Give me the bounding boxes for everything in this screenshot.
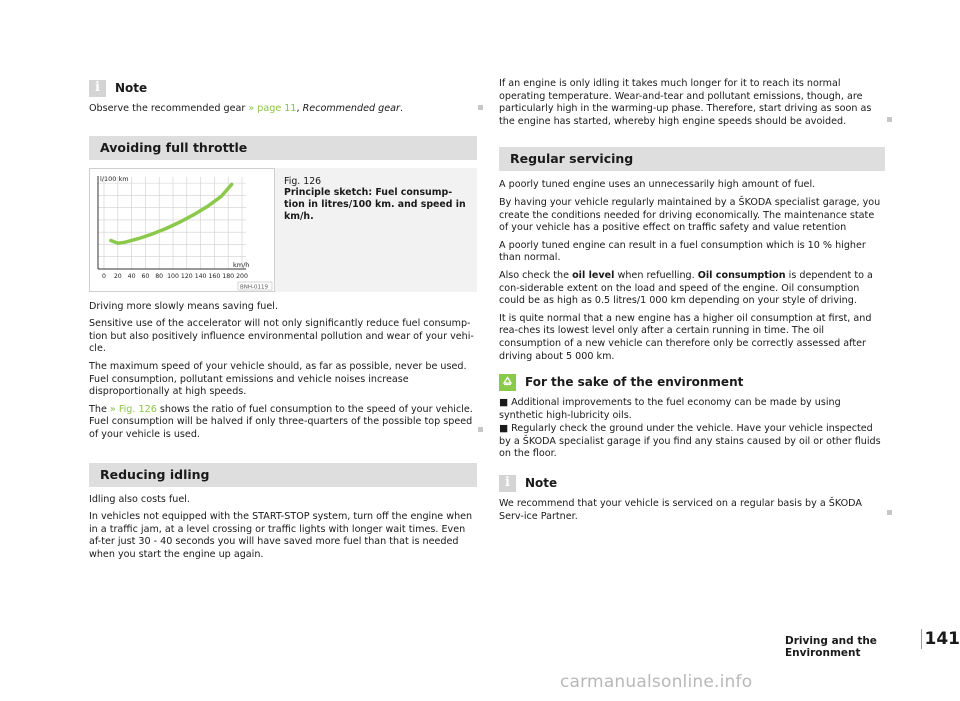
fuel-curve — [111, 184, 232, 243]
x-tick-label: 140 — [194, 272, 207, 280]
note-text-part: . — [399, 103, 404, 114]
bold-term: oil level — [572, 269, 615, 281]
paragraph: It is quite normal that a new engine has a higher oil consumption at first, and rea-ches its lowest level only after a certain running in time. The oil consumption of a new vehicle can therefore only be correctly assessed after driving about 5 000 km. — [499, 312, 872, 362]
text-part: shows the ratio of fuel consumption to the speed of your vehicle. Fuel consumption will be halved if only three-quarters of the possible top speed of your vehicle is used. — [89, 403, 473, 440]
bullet-item — [499, 397, 885, 422]
x-tick-label: 100 — [167, 272, 179, 280]
section-end-mark — [887, 510, 892, 515]
x-tick-label: 200 — [236, 272, 248, 280]
section-end-mark — [478, 427, 483, 432]
paragraph: Idling also costs fuel. — [89, 493, 190, 505]
fuel-chart-svg — [90, 169, 274, 291]
bullet-item — [499, 423, 885, 461]
paragraph: Sensitive use of the accelerator will not only significantly reduce fuel consump-tion but also positively influence environmental pollution and wear of your vehi-cle. — [89, 318, 474, 355]
paragraph: By having your vehicle regularly maintained by a ŠKODA specialist garage, you create the conditions needed for driving economically. The maintenance state of your vehicle has a positive effect on traffic safety and value retention — [499, 196, 881, 234]
paragraph: The maximum speed of your vehicle should, as far as possible, never be used. Fuel consumption, pollutant emissions and vehicle noises increase disproportionally at high speeds. — [89, 360, 467, 398]
note-heading — [499, 475, 885, 492]
environment-heading-label: For the sake of the environment — [525, 375, 744, 390]
y-unit-label: l/100 km — [100, 174, 129, 183]
section-end-mark — [478, 105, 483, 110]
bullet-square: ■ — [499, 397, 512, 409]
paragraph-oil — [499, 270, 885, 308]
x-tick-label: 180 — [222, 272, 235, 280]
note-text-part: , — [296, 103, 303, 114]
footer-title: Driving and the Environment — [785, 635, 877, 659]
recycle-icon — [499, 374, 516, 391]
note-heading — [89, 80, 477, 97]
note-heading-label: Note — [115, 81, 148, 96]
idling-text — [89, 494, 477, 562]
figure-caption — [275, 168, 477, 292]
note-italic: Recommended gear — [302, 103, 400, 114]
section-heading-servicing: Regular servicing — [499, 147, 885, 171]
left-column — [89, 76, 477, 567]
figure-code: BNH-0119 — [240, 284, 269, 291]
paragraph: A poorly tuned engine uses an unnecessarily high amount of fuel. — [499, 179, 816, 191]
text-part: is dependent to a con-siderable extent on the load and speed of the engine. Oil consumption could be as high as 0.5 litres/1 000 km depending on your style of driving. — [499, 269, 873, 307]
figure-link[interactable]: » Fig. 126 — [109, 403, 157, 415]
figure-box — [89, 168, 477, 292]
note-text-part: Observe the recommended gear — [89, 103, 249, 114]
note-heading-label: Note — [525, 476, 558, 491]
paragraph: If an engine is only idling it takes much longer for it to reach its normal operating temperature. Wear-and-tear and pollutant emissions, though, are particularly high in the warming-up phase. Therefore, start driving as soon as the engine has started, whereby high engine speeds should be avoided. — [499, 78, 872, 127]
page-number: 141 — [921, 629, 960, 649]
right-column — [499, 78, 885, 528]
x-tick-label: 60 — [141, 272, 150, 280]
paragraph: Driving more slowly means saving fuel. — [89, 300, 279, 312]
paragraph: In vehicles not equipped with the START-STOP system, turn off the engine when in a traffic jam, at a level crossing or traffic lights with longer wait times. Even af-ter just 30 - 40 seconds you will have saved more fuel than that is needed when you start the engine up again. — [89, 511, 473, 560]
section-end-mark — [887, 117, 892, 122]
environment-heading — [499, 374, 885, 391]
text-part: when refuelling. — [614, 269, 698, 281]
bullet-square: ■ — [499, 423, 512, 435]
section-heading-throttle: Avoiding full throttle — [89, 136, 477, 160]
paragraph: A poorly tuned engine can result in a fuel consumption which is 10 % higher than normal. — [499, 239, 866, 264]
note-text — [89, 103, 477, 116]
x-tick-label: 40 — [127, 272, 136, 280]
bullet-text: Regularly check the ground under the vehicle. Have your vehicle inspected by a ŠKODA specialist garage if you find any stains caused by oil or other fluids on the floor. — [499, 423, 881, 460]
info-icon: i — [89, 80, 106, 97]
text-part: The — [89, 403, 110, 415]
page-footer — [785, 629, 960, 659]
x-tick-label: 120 — [180, 272, 193, 280]
x-tick-label: 160 — [208, 272, 221, 280]
figure-caption-text: Principle sketch: Fuel consump-tion in litres/100 km. and speed in km/h. — [284, 187, 466, 222]
section-heading-idling: Reducing idling — [89, 463, 477, 487]
paragraph-fig-ref — [89, 404, 477, 442]
x-unit-label: km/h — [233, 260, 250, 269]
x-tick-label: 80 — [155, 272, 164, 280]
x-tick-label: 20 — [113, 272, 122, 280]
bullet-text: Additional improvements to the fuel economy can be made by using synthetic high-lubricity oils. — [499, 397, 841, 421]
fuel-chart — [89, 168, 275, 292]
servicing-text — [499, 179, 885, 363]
watermark: carmanualsonline.info — [560, 672, 753, 692]
page-link[interactable]: » page 11 — [248, 103, 297, 114]
figure-number: Fig. 126 — [284, 175, 322, 187]
x-tick-label: 0 — [102, 272, 106, 280]
bold-term: Oil consumption — [697, 269, 786, 281]
note-text: We recommend that your vehicle is serviced on a regular basis by a ŠKODA Serv-ice Partner. — [499, 498, 862, 522]
text-part: Also check the — [499, 269, 573, 281]
info-icon: i — [499, 475, 516, 492]
throttle-text — [89, 301, 477, 442]
